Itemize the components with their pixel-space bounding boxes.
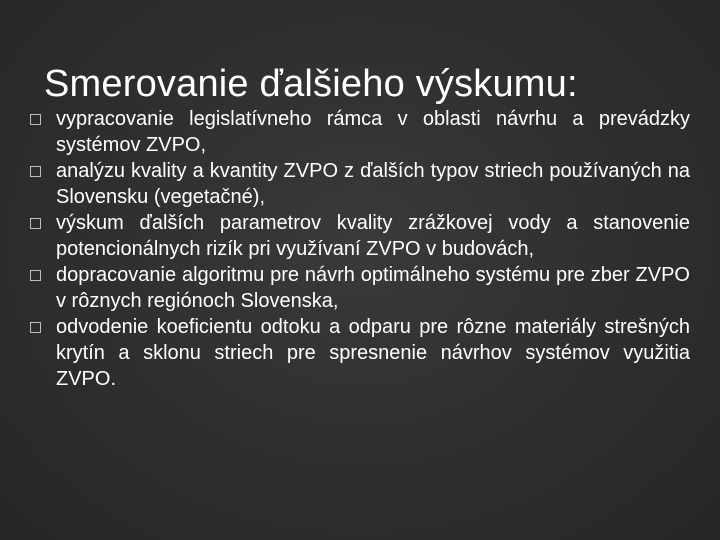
bullet-text: analýzu kvality a kvantity ZVPO z ďalších typov striech používaných na Slovensku (vegetačné), — [56, 160, 690, 208]
bullet-item — [30, 262, 690, 314]
bullet-text: výskum ďalších parametrov kvality zrážkovej vody a stanovenie potencionálnych rizík pri využívaní ZVPO v budovách, — [56, 212, 690, 260]
bullet-item — [30, 210, 690, 262]
bullet-text: vypracovanie legislatívneho rámca v oblasti návrhu a prevádzky systémov ZVPO, — [56, 108, 690, 156]
bullet-item — [30, 106, 690, 158]
bullet-list — [30, 106, 690, 392]
slide-title: Smerovanie ďalšieho výskumu: — [44, 63, 578, 106]
square-bullet-icon — [30, 114, 41, 125]
bullet-item — [30, 314, 690, 392]
bullet-text: odvodenie koeficientu odtoku a odparu pre rôzne materiály strešných krytín a sklonu striech pre spresnenie návrhov systémov využitia ZVPO. — [56, 316, 690, 390]
square-bullet-icon — [30, 270, 41, 281]
bullet-item — [30, 158, 690, 210]
square-bullet-icon — [30, 322, 41, 333]
bullet-text: dopracovanie algoritmu pre návrh optimálneho systému pre zber ZVPO v rôznych regiónoch Slovenska, — [56, 264, 690, 312]
square-bullet-icon — [30, 166, 41, 177]
square-bullet-icon — [30, 218, 41, 229]
